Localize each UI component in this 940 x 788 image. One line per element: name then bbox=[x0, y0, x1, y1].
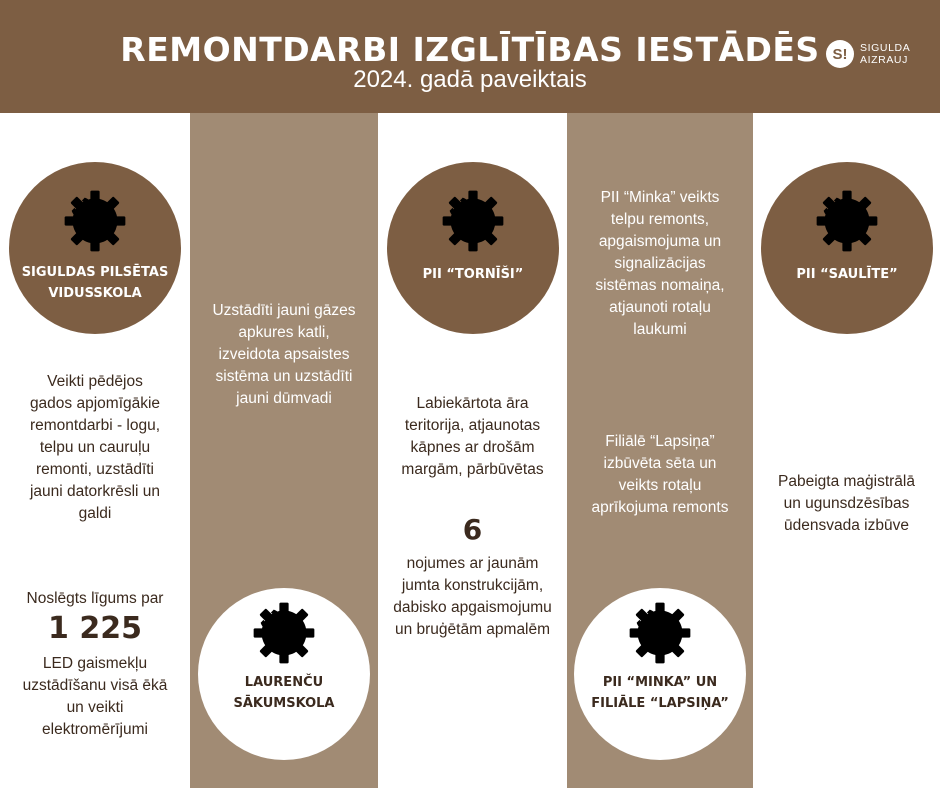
column-pii-tornisi bbox=[378, 113, 567, 788]
school-name bbox=[591, 672, 729, 714]
logo-mark: S! bbox=[826, 40, 854, 68]
column-pii-minka-lapsina bbox=[567, 113, 753, 788]
header-banner bbox=[0, 0, 940, 113]
school-badge bbox=[9, 162, 181, 334]
shelter-description-text: nojumes ar jaunām jumta konstrukcijām, dabisko apgaismojumu un bruģētām apmalēm bbox=[393, 555, 552, 638]
gear-wrench-icon bbox=[440, 188, 506, 254]
description-text: PII “Minka” veikts telpu remonts, apgaismojuma un signalizācijas sistēmas nomaiņa, atjaunoti rotaļu laukumi bbox=[595, 189, 725, 338]
logo-line-2: AIZRAUJ bbox=[860, 54, 908, 66]
description-text: Labiekārtota āra teritorija, atjaunotas kāpnes ar drošām margām, pārbūvētas bbox=[401, 395, 544, 478]
gear-wrench-icon bbox=[814, 188, 880, 254]
school-name-line-1: LAURENČU bbox=[244, 675, 324, 690]
school-name-line-2: VIDUSSKOLA bbox=[48, 286, 142, 301]
description-text: Uzstādīti jauni gāzes apkures katli, izveidota apsaistes sistēma un uzstādīti jauni dūmvadi bbox=[212, 302, 356, 407]
logo-line-1: SIGULDA bbox=[860, 42, 911, 54]
description-text: Veikti pēdējos gados apjomīgākie remontdarbi - logu, telpu un cauruļu remonti, uzstādīti jauni datorkrēsli un galdi bbox=[29, 373, 161, 522]
school-badge bbox=[761, 162, 933, 334]
school-badge bbox=[387, 162, 559, 334]
column-pii-saulite bbox=[753, 113, 940, 788]
school-badge bbox=[198, 588, 370, 760]
school-name bbox=[22, 262, 169, 304]
column-laurencu-sakumskola bbox=[190, 113, 378, 788]
page-subtitle: 2024. gadā paveiktais bbox=[353, 66, 587, 93]
school-name-line-2: FILIĀLE “LAPSIŅA” bbox=[591, 696, 729, 711]
led-count: 1 225 bbox=[48, 611, 142, 646]
school-name-line-2: SĀKUMSKOLA bbox=[233, 696, 335, 711]
school-name bbox=[233, 672, 334, 714]
school-badge bbox=[574, 588, 746, 760]
page-title: REMONTDARBI IZGLĪTĪBAS IESTĀDĒS bbox=[120, 30, 820, 69]
branch-description-text: Filiālē “Lapsiņa” izbūvēta sēta un veikts rotaļu aprīkojuma remonts bbox=[591, 433, 729, 516]
gear-wrench-icon bbox=[62, 188, 128, 254]
column-siguldas-vidusskola bbox=[0, 113, 190, 788]
logo-text bbox=[860, 42, 910, 66]
gear-wrench-icon bbox=[627, 600, 693, 666]
led-description-text: LED gaismekļu uzstādīšanu visā ēkā un veikti elektromērījumi bbox=[22, 655, 168, 738]
sigulda-logo bbox=[826, 40, 910, 68]
gear-wrench-icon bbox=[251, 600, 317, 666]
school-name-line-1: SIGULDAS PILSĒTAS bbox=[21, 265, 169, 280]
description-text: Pabeigta maģistrālā un ugunsdzēsības ūdensvada izbūve bbox=[778, 473, 915, 534]
school-name-line-1: PII “MINKA” UN bbox=[602, 675, 718, 690]
school-name: PII “SAULĪTE” bbox=[796, 267, 898, 282]
shelter-count: 6 bbox=[462, 513, 483, 546]
contract-text: Noslēgts līgums par bbox=[26, 590, 164, 607]
school-name: PII “TORNĪŠI” bbox=[422, 267, 524, 282]
